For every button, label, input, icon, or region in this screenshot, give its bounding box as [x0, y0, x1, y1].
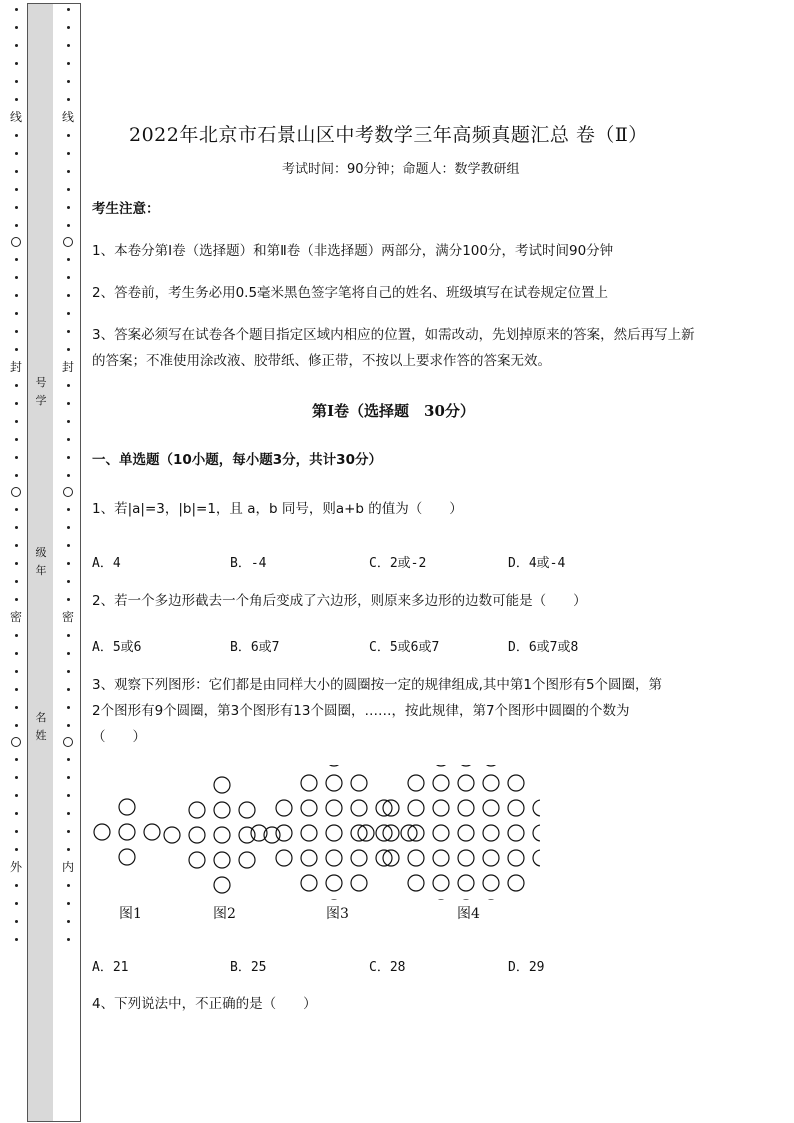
binding-dot	[15, 402, 18, 405]
pattern-circle	[189, 802, 205, 818]
binding-mark: 线	[9, 110, 22, 124]
question-2-stem: 2、若一个多边形截去一个角后变成了六边形，则原来多边形的边数可能是（ ）	[92, 593, 587, 609]
pattern-circle	[376, 850, 392, 866]
pattern-circle	[458, 775, 474, 791]
binding-dot	[67, 474, 70, 477]
binding-dot	[15, 456, 18, 459]
binding-dot	[15, 830, 18, 833]
binding-dot	[15, 44, 18, 47]
option-d[interactable]: D．29	[508, 960, 545, 975]
binding-ring	[11, 487, 21, 497]
field-char: 名	[35, 711, 47, 724]
binding-dot	[15, 62, 18, 65]
option-a[interactable]: A．4	[92, 556, 121, 571]
notice-item: 的答案；不准使用涂改液、胶带纸、修正带，不按以上要求作答的答案无效。	[92, 353, 551, 369]
option-a[interactable]: A．21	[92, 960, 129, 975]
pattern-circle	[401, 825, 417, 841]
pattern-circle	[119, 799, 135, 815]
binding-dots-inner	[61, 0, 75, 1123]
binding-dot	[67, 830, 70, 833]
pattern-circle	[376, 825, 392, 841]
binding-mark: 密	[61, 610, 74, 624]
binding-dot	[15, 330, 18, 333]
question-1-stem: 1、若|a|=3，|b|=1，且 a，b 同号，则a+b 的值为（ ）	[92, 501, 463, 517]
binding-dot	[15, 224, 18, 227]
option-d[interactable]: D．4或-4	[508, 556, 566, 571]
binding-dot	[67, 508, 70, 511]
option-a[interactable]: A．5或6	[92, 640, 142, 655]
pattern-circle	[508, 875, 524, 891]
binding-dot	[67, 456, 70, 459]
binding-dot	[15, 98, 18, 101]
figure-label-1: 图1	[119, 906, 142, 922]
binding-dot	[67, 562, 70, 565]
pattern-circle	[508, 800, 524, 816]
binding-dot	[67, 526, 70, 529]
binding-dot	[67, 44, 70, 47]
notice-item: 2、答卷前，考生务必用0.5毫米黑色签字笔将自己的姓名、班级填写在试卷规定位置上	[92, 285, 609, 301]
question-3-stem-line: 3、观察下列图形：它们都是由同样大小的圆圈按一定的规律组成,其中第1个图形有5个圆圈，第	[92, 677, 663, 693]
binding-dot	[15, 188, 18, 191]
figure-label-4: 图4	[457, 906, 480, 922]
binding-dots-outer	[9, 0, 23, 1123]
pattern-circle	[301, 800, 317, 816]
binding-dot	[67, 420, 70, 423]
pattern-circle	[214, 852, 230, 868]
field-char: 学	[35, 394, 47, 407]
pattern-circle	[351, 875, 367, 891]
binding-dot	[67, 688, 70, 691]
pattern-circle	[408, 825, 424, 841]
option-c[interactable]: C．5或6或7	[369, 640, 440, 655]
pattern-circle	[483, 875, 499, 891]
pattern-circle	[239, 827, 255, 843]
binding-dot	[15, 848, 18, 851]
binding-dot	[67, 312, 70, 315]
pattern-circle	[239, 852, 255, 868]
binding-dot	[15, 348, 18, 351]
pattern-circle	[214, 877, 230, 893]
binding-dot	[15, 152, 18, 155]
notice-item: 1、本卷分第I卷（选择题）和第Ⅱ卷（非选择题）两部分，满分100分，考试时间90分钟	[92, 243, 614, 259]
binding-ring	[63, 237, 73, 247]
binding-dot	[15, 776, 18, 779]
binding-mark: 线	[61, 110, 74, 124]
pattern-circle	[483, 825, 499, 841]
pattern-circle	[433, 850, 449, 866]
binding-dot	[67, 402, 70, 405]
pattern-circle	[433, 775, 449, 791]
binding-dot	[15, 902, 18, 905]
pattern-circle	[408, 800, 424, 816]
binding-mark: 密	[9, 610, 22, 624]
binding-dot	[15, 384, 18, 387]
binding-dot	[67, 80, 70, 83]
pattern-circle	[458, 825, 474, 841]
field-student-id	[27, 374, 55, 410]
binding-dot	[15, 652, 18, 655]
binding-dot	[67, 884, 70, 887]
binding-ring	[11, 737, 21, 747]
pattern-circle	[301, 775, 317, 791]
binding-dot	[67, 206, 70, 209]
pattern-circle	[94, 824, 110, 840]
pattern-circle	[301, 850, 317, 866]
pattern-circle	[376, 800, 392, 816]
binding-dot	[67, 706, 70, 709]
pattern-circle	[144, 824, 160, 840]
binding-dot	[15, 938, 18, 941]
binding-dot	[15, 420, 18, 423]
pattern-circle	[408, 850, 424, 866]
option-b[interactable]: B．-4	[230, 556, 267, 571]
option-d[interactable]: D．6或7或8	[508, 640, 579, 655]
pattern-circle	[326, 765, 342, 766]
binding-dot	[67, 812, 70, 815]
binding-dot	[15, 544, 18, 547]
pattern-circle	[483, 775, 499, 791]
section-title: 第Ⅰ卷（选择题 30分）	[312, 402, 475, 420]
pattern-circle	[351, 825, 367, 841]
pattern-circle	[433, 875, 449, 891]
field-char: 号	[35, 376, 47, 389]
binding-dot	[15, 670, 18, 673]
pattern-circle	[358, 825, 374, 841]
pattern-circle	[214, 827, 230, 843]
part-heading: 一、单选题（10小题，每小题3分，共计30分）	[92, 452, 382, 468]
pattern-circle	[433, 825, 449, 841]
question-4-stem: 4、下列说法中，不正确的是（ ）	[92, 996, 317, 1012]
binding-dot	[15, 474, 18, 477]
binding-dot	[67, 258, 70, 261]
pattern-circle	[164, 827, 180, 843]
binding-dot	[15, 562, 18, 565]
binding-dot	[67, 920, 70, 923]
option-b[interactable]: B．6或7	[230, 640, 280, 655]
binding-dot	[15, 526, 18, 529]
binding-dot	[67, 580, 70, 583]
binding-dot	[67, 758, 70, 761]
field-name	[27, 709, 55, 745]
binding-dot	[15, 598, 18, 601]
pattern-circle	[433, 800, 449, 816]
binding-dot	[67, 634, 70, 637]
pattern-circle	[533, 800, 540, 816]
binding-dot	[67, 848, 70, 851]
binding-dot	[67, 938, 70, 941]
binding-dot	[67, 438, 70, 441]
pattern-circle	[351, 775, 367, 791]
pattern-circle	[119, 849, 135, 865]
pattern-circle	[189, 852, 205, 868]
binding-dot	[15, 276, 18, 279]
pattern-circle	[326, 875, 342, 891]
binding-dot	[67, 26, 70, 29]
option-c[interactable]: C．28	[369, 960, 406, 975]
binding-dot	[67, 670, 70, 673]
notice-heading: 考生注意：	[92, 201, 160, 217]
option-b[interactable]: B．25	[230, 960, 267, 975]
pattern-circle	[458, 875, 474, 891]
pattern-circle	[458, 800, 474, 816]
pattern-circle	[189, 827, 205, 843]
pattern-circle	[483, 765, 499, 766]
binding-dot	[15, 580, 18, 583]
pattern-circle	[119, 824, 135, 840]
binding-ring	[63, 737, 73, 747]
pattern-circle	[458, 765, 474, 766]
field-char: 级	[35, 546, 47, 559]
binding-mark: 封	[9, 360, 22, 374]
binding-ring	[63, 487, 73, 497]
pattern-circle	[301, 825, 317, 841]
page-subtitle: 考试时间：90分钟；命题人：数学教研组	[282, 162, 520, 177]
binding-dot	[67, 98, 70, 101]
option-c[interactable]: C．2或-2	[369, 556, 427, 571]
binding-dot	[15, 170, 18, 173]
binding-mark: 内	[61, 860, 74, 874]
binding-dot	[15, 206, 18, 209]
binding-ring	[11, 237, 21, 247]
binding-dot	[67, 544, 70, 547]
binding-dot	[15, 134, 18, 137]
binding-dot	[67, 724, 70, 727]
binding-dot	[67, 8, 70, 11]
binding-dot	[15, 438, 18, 441]
pattern-circle	[239, 802, 255, 818]
binding-dot	[15, 294, 18, 297]
pattern-circle	[433, 765, 449, 766]
pattern-circle	[483, 850, 499, 866]
binding-dot	[15, 724, 18, 727]
question-3-stem-line: （ ）	[92, 729, 146, 745]
pattern-circle	[483, 800, 499, 816]
circle-pattern-figures	[90, 765, 540, 900]
field-char: 姓	[35, 729, 47, 742]
binding-dot	[15, 794, 18, 797]
pattern-circle	[276, 850, 292, 866]
pattern-circle	[533, 825, 540, 841]
binding-dot	[15, 508, 18, 511]
pattern-circle	[351, 800, 367, 816]
binding-dot	[67, 134, 70, 137]
binding-dot	[67, 384, 70, 387]
pattern-circle	[276, 825, 292, 841]
binding-dot	[67, 776, 70, 779]
binding-dot	[15, 258, 18, 261]
pattern-circle	[214, 777, 230, 793]
binding-dot	[67, 276, 70, 279]
binding-dot	[15, 884, 18, 887]
binding-dot	[15, 758, 18, 761]
pattern-circle	[508, 775, 524, 791]
pattern-circle	[383, 850, 399, 866]
binding-dot	[67, 170, 70, 173]
binding-mark: 封	[61, 360, 74, 374]
binding-dot	[67, 62, 70, 65]
pattern-circle	[326, 775, 342, 791]
binding-dot	[67, 902, 70, 905]
pattern-circle	[508, 825, 524, 841]
binding-dot	[15, 812, 18, 815]
pattern-circle	[458, 850, 474, 866]
binding-dot	[67, 152, 70, 155]
binding-dot	[15, 688, 18, 691]
page-title: 2022年北京市石景山区中考数学三年高频真题汇总 卷（Ⅱ）	[129, 124, 648, 146]
binding-dot	[67, 330, 70, 333]
pattern-circle	[533, 850, 540, 866]
question-3-stem-line: 2个图形有9个圆圈，第3个图形有13个圆圈，……，按此规律，第7个图形中圆圈的个数为	[92, 703, 630, 719]
field-char: 年	[35, 564, 47, 577]
binding-dot	[15, 634, 18, 637]
pattern-circle	[508, 850, 524, 866]
pattern-circle	[326, 800, 342, 816]
binding-dot	[67, 188, 70, 191]
binding-dot	[67, 794, 70, 797]
binding-dot	[15, 312, 18, 315]
pattern-circle	[214, 802, 230, 818]
pattern-circle	[326, 825, 342, 841]
binding-dot	[67, 652, 70, 655]
pattern-circle	[383, 825, 399, 841]
pattern-circle	[351, 850, 367, 866]
pattern-circle	[301, 875, 317, 891]
binding-mark: 外	[9, 860, 22, 874]
binding-dot	[15, 920, 18, 923]
figure-label-3: 图3	[326, 906, 349, 922]
pattern-circle	[276, 800, 292, 816]
pattern-circle	[326, 850, 342, 866]
binding-dot	[15, 706, 18, 709]
binding-dot	[15, 26, 18, 29]
binding-dot	[67, 598, 70, 601]
pattern-circle	[383, 800, 399, 816]
pattern-circle	[408, 875, 424, 891]
binding-dot	[67, 224, 70, 227]
pattern-circle	[408, 775, 424, 791]
binding-dot	[15, 80, 18, 83]
field-grade	[27, 544, 55, 580]
figure-label-2: 图2	[213, 906, 236, 922]
binding-dot	[15, 8, 18, 11]
binding-dot	[67, 348, 70, 351]
notice-item: 3、答案必须写在试卷各个题目指定区域内相应的位置，如需改动，先划掉原来的答案，然后再写上新	[92, 327, 695, 343]
binding-dot	[67, 294, 70, 297]
